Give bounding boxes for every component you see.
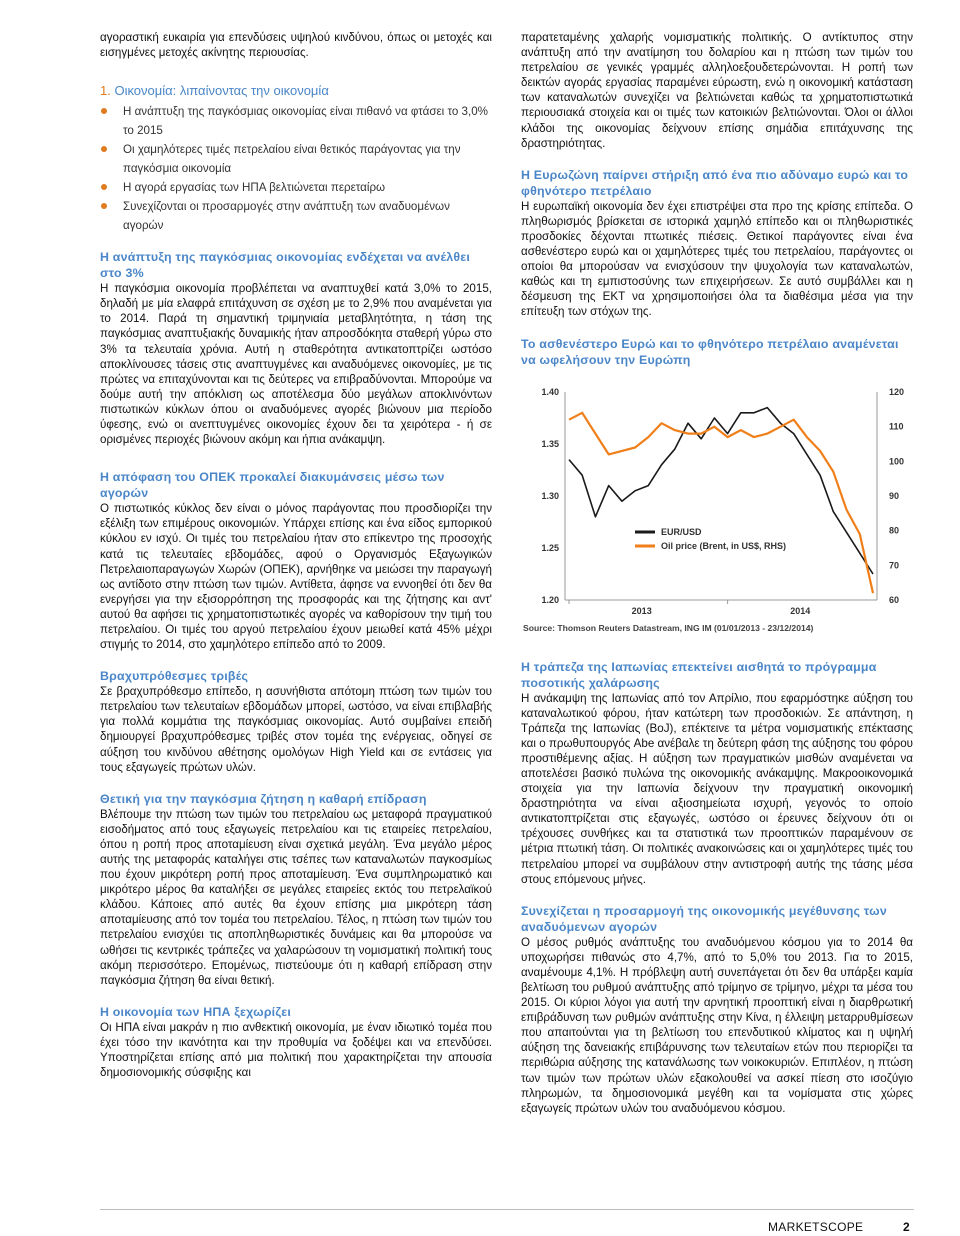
section-1-number: 1. <box>100 83 111 99</box>
right-intro-paragraph: παρατεταμένης χαλαρής νομισματικής πολιτικής. Ο αντίκτυπος στην ανάπτυξη από την ανατίμηση του δολαρίου και η πτώση των τιμών του πετρελαίου σε γενικές γραμμές αλληλοεξουδετερώνονται. Η ροπή των δεικτών αγοράς εργασίας παραμένει εύρωστη, ενώ η οικονομική κατάσταση των καταναλωτών συνεχίζει να βελτιώνεται καθώς τα χρηματοπιστωτικά περιουσιακά στοιχεία και οι τιμές των κατοικιών βελτιώνονται. Όλοι οι άλλοι κλάδοι της οικονομίας δείχνουν επίσης σημάδια επιτάχυνσης της δραστηριότητας. <box>521 31 913 150</box>
key-point: Η αγορά εργασίας των ΗΠΑ βελτιώνεται περεταίρω <box>100 178 492 197</box>
y-right-tick-label: 120 <box>889 386 905 397</box>
short-term-heading: Βραχυπρόθεσμες τριβές <box>100 669 249 684</box>
left-column <box>100 30 492 1080</box>
chart-heading: Το ασθενέστερο Ευρώ και το φθηνότερο πετρέλαιο αναμένεται να ωφελήσουν την Ευρώπη <box>521 336 899 367</box>
demand-paragraph: Βλέπουμε την πτώση των τιμών του πετρελαίου ως μεταφορά πραγματικού εισοδήματος από τους εξαγωγείς πετρελαίου και τις εταιρείες πετρελαίου, όπου η ροπή προς αποταμίευση είναι σχετικά μεγάλη. Ένα μεγάλο μέρος αυτής της μεταφοράς καταλήγει στις τσέπες των καταναλωτών παγκοσμίως που έχουν μικρότερη ροπή προς αποταμίευση. Ένα συμπληρωματικό και μικρότερο μέρος θα καταλήξει σε μεγάλες εταιρείες εκτός του πετρελαϊκού κλάδου. Κάποιες από αυτές θα έχουν επίσης μια μικρότερη τάση αποταμίευσης από τον τομέα του πετρελαίου. Τέλος, η πτώση των τιμών του πετρελαίου ενισχύει τις αποπληθωριστικές δυνάμεις και θα μπορούσε να ωθήσει τις κεντρικές τράπεζες να χαλαρώσουν τη νομισματική πολιτική τους ακόμη περισσότερο. Επομένως, πιστεύουμε ότι η καθαρή επίδραση στην παγκόσμια ζήτηση θα είναι θετική. <box>100 807 492 987</box>
y-left-tick-label: 1.35 <box>541 438 559 449</box>
bullet-dot-icon <box>101 203 107 209</box>
y-right-tick-label: 110 <box>889 421 904 432</box>
y-right-tick-label: 70 <box>889 559 900 570</box>
emerging-paragraph: Ο μέσος ρυθμός ανάπτυξης του αναδυόμενου κόσμου για το 2014 θα υποχωρήσει πιθανώς στο 4,7%, από το 5,0% του 2013. Για το 2015, αναμένουμε 4,1%. Η πρόβλεψη αυτή συνεπάγεται ότι δεν θα υπάρξει καμία βελτίωση του ρυθμού ανάπτυξης από τρίμηνο σε τρίμηνο, μέχρι τα μέσα του 2015. Οι κύριοι λόγοι για αυτή την αρνητική προοπτική είναι η διαρθρωτική επιβράδυνση των ρυθμών ανάπτυξης στην Κίνα, η έλλειψη μεταρρυθμίσεων που απαιτούνται για τη βελτίωση του επενδυτικού κλίματος και η υψηλή αύξηση της δανειακής επιβάρυνσης των τελευταίων ετών που περιορίζει τα περιθώρια αύξησης της κατανάλωσης των νοικοκυριών. Επιπλέον, η πτώση των τιμών των πρώτων υλών εξακολουθεί να ασκεί πίεση στο ισοζύγιο πληρωμών, τα δημοσιονομικά μεγέθη και τα νομίσματα στις χώρες εξαγωγείς πρώτων υλών του αναδυόμενου κόσμου. <box>521 935 913 1115</box>
footer-divider <box>100 1209 914 1210</box>
usa-heading: Η οικονομία των ΗΠΑ ξεχωρίζει <box>100 1004 291 1019</box>
key-point: Οι χαμηλότερες τιμές πετρελαίου είναι θετικός παράγοντας για την παγκόσμια οικονομία <box>100 140 492 178</box>
y-right-tick-label: 80 <box>889 525 900 536</box>
japan-heading: Η τράπεζα της Ιαπωνίας επεκτείνει αισθητά το πρόγραμμα ποσοτικής χαλάρωσης <box>521 659 877 690</box>
growth-paragraph: Η παγκόσμια οικονομία προβλέπεται να αναπτυχθεί κατά 3,0% το 2015, δηλαδή με μία ελαφρά επιτάχυνση σε σχέση με το 2,9% που αναμένεται για το 2014. Παρά τη σημαντική τριμηνιαία μεταβλητότητα, η τάση της παγκόσμιας αναπτυξιακής δυναμικής ήταν απροσδόκητα σταθερή γύρω στο 3% τα τελευταία χρόνια. Αυτή η σταθερότητα αντικατοπτρίζει ωστόσο αποκλίνουσες τάσεις στις αναπτυγμένες και αναδυόμενες οικονομίες, με τις πρώτες να επιταχύνονται και τις δεύτερες να επιβραδύνονται. Μπορούμε να δούμε αυτή την απόκλιση ως αποτέλεσμα δύο μεγάλων αποκλινόντων πιστωτικών κύκλων όπου οι αναδυόμενες αγορές βιώνουν μια περίοδο ύφεσης, ενώ οι ανεπτυγμένες οικονομίες έχουν δει τα χειρότερα - ή σε ορισμένες περιοχές βιώνουν ακόμη και ήπια ανάκαμψη. <box>100 282 492 447</box>
usa-paragraph: Οι ΗΠΑ είναι μακράν η πιο ανθεκτική οικονομία, με έναν ιδιωτικό τομέα που έχει τόσο την ικανότητα και την προθυμία να ξοδέψει και να επενδύσει. Υποστηρίζεται επίσης από μια πολιτική που χαρακτηρίζεται την απουσία δημοσιονομικής σύσφιξης και <box>100 1020 492 1080</box>
eurusd-oil-chart <box>521 382 913 637</box>
demand-heading: Θετική για την παγκόσμια ζήτηση η καθαρή επίδραση <box>100 791 427 806</box>
y-right-tick-label: 60 <box>889 594 900 605</box>
y-left-tick-label: 1.20 <box>541 594 559 605</box>
eurozone-heading: Η Ευρωζώνη παίρνει στήριξη από ένα πιο αδύναμο ευρώ και το φθηνότερο πετρέλαιο <box>521 167 909 198</box>
bullet-dot-icon <box>101 146 107 152</box>
section-1-title: Οικονομία: λιπαίνοντας την οικονομία <box>114 83 329 99</box>
intro-paragraph: αγοραστική ευκαιρία για επενδύσεις υψηλού κινδύνου, όπως οι μετοχές και εισηγμένες μετοχές ακίνητης περιουσίας. <box>100 31 492 60</box>
y-left-tick-label: 1.30 <box>541 490 559 501</box>
y-right-tick-label: 90 <box>889 490 900 501</box>
section-1-heading <box>100 82 492 100</box>
right-column <box>521 30 913 1116</box>
emerging-heading: Συνεχίζεται η προσαρμογή της οικονομικής μεγέθυνσης των αναδυόμενων αγορών <box>521 903 887 934</box>
growth-heading: Η ανάπτυξη της παγκόσμιας οικονομίας ενδέχεται να ανέλθει στο 3% <box>100 250 470 281</box>
page-number: 2 <box>903 1220 910 1234</box>
chart-source-label: Source: Thomson Reuters Datastream, ING IM (01/01/2013 - 23/12/2014) <box>523 622 814 633</box>
x-tick-label: 2014 <box>790 605 811 616</box>
key-point: Συνεχίζονται οι προσαρμογές στην ανάπτυξη των αναδυομένων αγορών <box>100 197 492 235</box>
key-points-list <box>100 102 492 235</box>
y-right-tick-label: 100 <box>889 455 905 466</box>
chart-svg <box>521 382 913 637</box>
short-term-paragraph: Σε βραχυπρόθεσμο επίπεδο, η ασυνήθιστα απότομη πτώση των τιμών του πετρελαίου των τελευταίων εβδομάδων μπορεί, ωστόσο, να είναι επιβλαβής για πολλά κομμάτια της παγκόσμιας οικονομίας. Αυτό συμβαίνει επειδή δημιουργεί βραχυπρόθεσμες τριβές στον τομέα της ενέργειας, οδηγεί σε αύξηση του κινδύνου αθέτησης ομολόγων High Yield και σε εντάσεις για τους εξαγωγείς πρώτων υλών. <box>100 685 492 774</box>
opec-heading: Η απόφαση του ΟΠΕΚ προκαλεί διακυμάνσεις μέσω των αγορών <box>100 470 445 501</box>
y-left-tick-label: 1.40 <box>541 386 559 397</box>
footer-brand: MARKETSCOPE <box>768 1220 864 1234</box>
opec-paragraph: Ο πιστωτικός κύκλος δεν είναι ο μόνος παράγοντας που προσδιορίζει την εξέλιξη των επιμέρους οικονομιών. Υπάρχει επίσης και ένα είδος εμπορικού κύκλου εν ισχύ. Οι τιμές του πετρελαίου ήταν στο επίκεντρο της προσοχής κατά τις τελευταίες εβδομάδες, αφού ο Οργανισμός Εξαγωγικών Πετρελαιοπαραγωγών Χωρών (ΟΠΕΚ), αρνήθηκε να μειώσει την παραγωγή ως αντίδοτο στην πτώση των τιμών. Αντίθετα, άφησε να εννοηθεί ότι δεν θα ενεργήσει για την εξισορρόπηση της προσφοράς και της ζήτησης και αντ' αυτού θα αφήσει τις χρηματοπιστωτικές αγορές να καθορίσουν την τιμή του πετρελαίου. Οι τιμές του αργού πετρελαίου έχουν μειωθεί κατά 45% μέχρι στιγμής το 2014, στο χαμηλότερο επίπεδο από το 2009. <box>100 502 492 652</box>
key-point: Η ανάπτυξη της παγκόσμιας οικονομίας είναι πιθανό να φτάσει το 3,0% το 2015 <box>100 102 492 140</box>
eurozone-paragraph: Η ευρωπαϊκή οικονομία δεν έχει επιστρέψει στα προ της κρίσης επίπεδα. Ο πληθωρισμός βρίσκεται σε ιστορικά χαμηλό επίπεδο και οι πληθωριστικές προσδοκίες δέχονται πτωτικές πιέσεις. Θετικοί παράγοντες είναι ένα ασθενέστερο ευρώ και οι χαμηλότερες τιμές του πετρελαίου, παράγοντες οι οποίοι θα μπορούσαν να ενισχύσουν την ψυχολογία των καταναλωτών, καθώς και τη εμπιστοσύνης των επιχειρήσεων. Σε αυτό συμβάλλει και η δέσμευση της ΕΚΤ να χρησιμοποιήσει όλα τα διαθέσιμα μέσα για την επίτευξη των στόχων της. <box>521 199 913 319</box>
y-left-tick-label: 1.25 <box>541 542 559 553</box>
japan-paragraph: Η ανάκαμψη της Ιαπωνίας από τον Απρίλιο, που εφαρμόστηκε αύξηση του καταναλωτικού φόρου, ήταν κατώτερη των προσδοκιών. Σε απάντηση, η Τράπεζα της Ιαπωνίας (BoJ), επέκτεινε τα μέτρα νομισματικής επέκτασης και ο πρωθυπουργός Abe ανέβαλε τη δεύτερη φάση της αύξησης του φόρου προστιθέμενης αξίας. Η αύξηση των πραγματικών μισθών αναμένεται να αποτελέσει βασικό πυλώνα της οικονομικής ανάκαμψης. Μακροοικονομικά στοιχεία για την Ιαπωνία δείχνουν την πραγματική οικονομική δραστηριότητα να είναι αξιοσημείωτα ισχυρή, γεγονός το οποίο αντικατοπτρίζεται στις εξαγωγές, ωστόσο οι έρευνες δείχνουν ότι οι τρέχουσες συνθήκες και τα στατιστικά των προοπτικών παραμένουν σε μέτρια πτωτική τάση. Οι πολιτικές ανακοινώσεις και οι χαμηλότερες τιμές του πετρελαίου μπορεί να συμβάλουν στην αντιστροφή αυτής της τάσης μέσα στους επόμενους μήνες. <box>521 691 913 886</box>
legend-label: Oil price (Brent, in US$, RHS) <box>661 540 787 551</box>
legend-label: EUR/USD <box>661 526 702 537</box>
x-tick-label: 2013 <box>631 605 652 616</box>
bullet-dot-icon <box>101 184 107 190</box>
bullet-dot-icon <box>101 108 107 114</box>
